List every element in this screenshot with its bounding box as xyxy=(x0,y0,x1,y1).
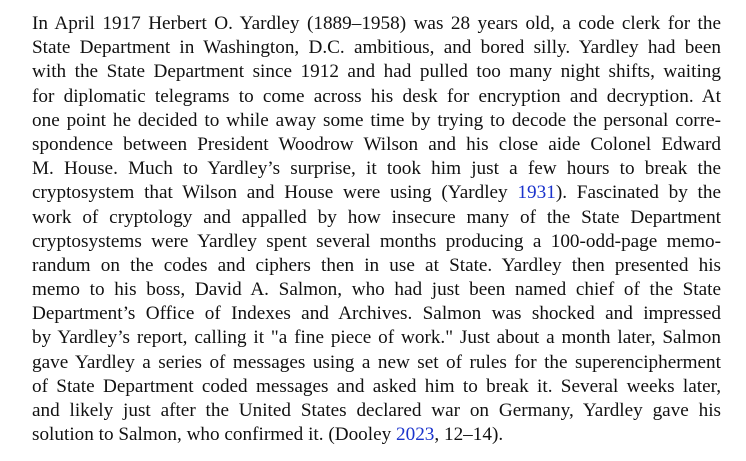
paragraph-line xyxy=(32,181,721,205)
paragraph-line: State Department in Washington, D.C. ambitious, and bored silly. Yardley had been xyxy=(32,37,721,59)
paragraph-line xyxy=(32,423,721,447)
citation-link-dooley[interactable]: 2023 xyxy=(396,424,435,446)
paragraph-line: randum on the codes and ciphers then in use at State. Yardley then presented his xyxy=(32,254,721,276)
paragraph-line: with the State Department since 1912 and had pulled too many night shifts, waiting xyxy=(32,61,721,83)
line-text: , 12–14). xyxy=(434,424,504,446)
paragraph-line: and likely just after the United States declared war on Germany, Yardley gave his xyxy=(32,400,721,421)
paragraph-line: spondence between President Woodrow Wilson and his close aide Colonel Edward xyxy=(32,133,721,155)
paragraph-line: of State Department coded messages and asked him to break it. Several weeks later, xyxy=(32,375,721,397)
paragraph-line: gave Yardley a series of messages using a new set of rules for the superencipherment xyxy=(32,351,721,373)
paragraph-line: memo to his boss, David A. Salmon, who had just been named chief of the State xyxy=(32,279,721,301)
citation-link-yardley[interactable]: 1931 xyxy=(517,182,556,204)
paragraph-line: In April 1917 Herbert O. Yardley (1889–1958) was 28 years old, a code clerk for the xyxy=(32,13,721,34)
line-text: solution to Salmon, who confirmed it. (Dooley xyxy=(32,424,396,446)
paragraph-line: Department’s Office of Indexes and Archives. Salmon was shocked and impressed xyxy=(32,303,721,325)
line-text: cryptosystem that Wilson and House were using (Yardley xyxy=(32,182,518,204)
body-paragraph xyxy=(32,12,721,447)
paragraph-line: M. House. Much to Yardley’s surprise, it took him just a few hours to break the xyxy=(32,158,721,180)
paragraph-line: cryptosystems were Yardley spent several months producing a 100-odd-page memo- xyxy=(32,230,721,252)
line-text: ). Fascinated by the xyxy=(555,182,721,204)
paragraph-line: by Yardley’s report, calling it "a fine piece of work." Just about a month later, Salmon xyxy=(32,327,721,349)
paragraph-line: one point he decided to while away some time by trying to decode the personal corre- xyxy=(32,109,721,131)
paragraph-line: for diplomatic telegrams to come across his desk for encryption and decryption. At xyxy=(32,85,721,107)
paragraph-line: work of cryptology and appalled by how insecure many of the State Department xyxy=(32,206,721,228)
